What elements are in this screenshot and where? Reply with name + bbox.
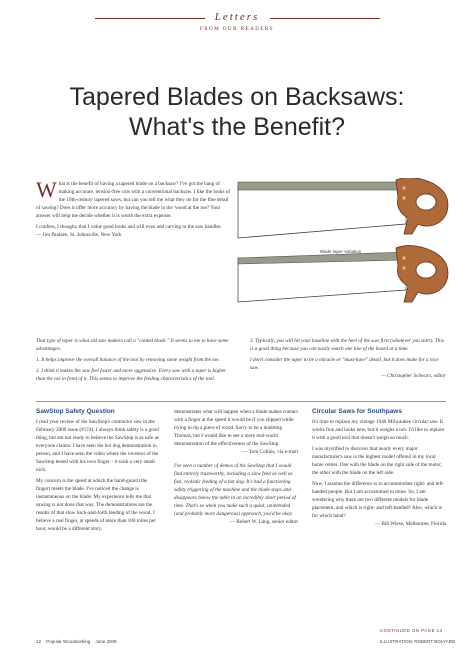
sawstop-paragraph-2: My concern is the speed at which the hand-guard (the finger) meets the blade. I've noticed the change is instantaneous on the blade. My experience tells me that sawing is not done that way. The demonstrations are the results of that slow back-and-forth feeding of the wood. I believe a real finger, at speeds of more than 100 miles per hour, would be a different story. (36, 478, 156, 532)
letter-signature: — Jim Paulsen, St. Johnsville, New York (36, 232, 122, 238)
continued-note: CONTINUED ON PAGE 14 (380, 628, 443, 633)
sawstop-body: I read your review of the SawStop's contractor saw in the February 2009 issue (#174). I always think safety is a good thing, but am not ready to believe the SawStop is as safe as everyone claims. I have seen the hot dog demonstration in person, and I have seen the video where the inventor of the SawStop tested with his own finger – it took a very small nick. (36, 419, 159, 473)
figure-caption: Blade taper variation (320, 249, 362, 254)
circular-paragraph-2: I was mystified to discover that nearly every major manufacturer's saw is the highest model offered in my local home center. One with the blade on the right side of the motor, the other with the blade on the left side. (312, 446, 443, 476)
letter-body: hat is the benefit of having a tapered blade on a backsaw? I've got the hang of making accurate, tension-free cuts with a conventional backsaw. I like the looks of the 18th-century tapered saws, but can you tell me what they do for the fine detail of sawing? Does it offer more accuracy by having the blade in the 'wood at the toe? Your answer will help me decide whether it is worth the extra expense. (36, 181, 231, 219)
editor-reply-right (250, 337, 446, 380)
section-subtitle: FROM OUR READERS (199, 27, 274, 32)
sawstop-reply-signature: — Robert W. Lang, senior editor (229, 519, 298, 525)
sawstop-reply: I've seen a number of demos of the SawStop that I would find entirely trustworthy, including a slow feed as well as fast, realistic feeding of a hot dog. It's had a functioning safety triggering of the machine and the blade stops and disappears below the table in an incredibly short period of time. That's so when you make such a quick, unintended (and probably more dangerous) approach, you'd be okay. (174, 463, 296, 517)
circular-column (312, 418, 446, 528)
circular-paragraph-3: Now, I assume the difference is to accommodate right- and left-handed people. But I am accustomed to mine. So, I am wondering why there are two different models for blade placement, and which is right- and left-handed? Also, which is for which hand? (312, 481, 445, 519)
reply-point-4: I don't consider the taper to be a miracle or "must-have" detail, but it does make for a nice saw. (250, 357, 439, 371)
sawstop-col2-body: demonstrates what will happen when a blade makes contact with a finger at the speed it would be if you slipped while trying to rip a piece of wood. Sorry to be a doubting Thomas, but I would like to see a more real-world demonstration of the effectiveness of the SawStop. (174, 409, 298, 447)
saw-illustration (236, 178, 452, 313)
letter-column (36, 177, 232, 239)
footer-left (36, 639, 117, 644)
reply-point-3: 3. Typically, you will hit your baseline with the heel of the saw first (whatever you start). This is a good thing because you can easily watch one line of the board at a time. (250, 338, 444, 352)
page-number: 12 (36, 639, 42, 644)
editor-reply-left (36, 337, 232, 383)
headline-line-1: Tapered Blades on Backsaws: (69, 83, 405, 111)
sawstop-title: SawStop Safety Question (36, 408, 115, 415)
magazine-name: Popular Woodworking (46, 639, 91, 644)
reply-point-1: 1. It helps improve the overall balance of the tool by removing some weight from the toe. (36, 357, 220, 363)
section-title: Letters (214, 11, 260, 23)
tapered-saw-bottom (238, 246, 448, 302)
circular-signature: — Bill Wiese, Melbourne, Florida (374, 521, 446, 527)
headline-line-2: What's the Benefit? (128, 113, 345, 141)
section-divider (36, 401, 446, 402)
footer-credit: ILLUSTRATION: ROBERT BOLYARD (380, 639, 456, 644)
reply-point-2: 2. I think it makes the saw feel faster and more aggressive. Every saw with a taper is higher than the toe in front of it. This seems to improve the feeding characteristics of the tool. (36, 368, 227, 382)
editor-signature: — Christopher Schwarz, editor (381, 373, 446, 379)
reply-intro: That type of taper is what old saw makers call a "canted blade." It seems to me to have some advantages. (36, 338, 229, 352)
circular-body: It's time to replace my vintage 1940 Milwaukee circular saw. It works fine and looks new, but it weighs a ton. I'd like to replace it with a good tool that doesn't weigh so much. (312, 419, 445, 441)
circular-title: Circular Saws for Southpaws (312, 408, 402, 415)
tapered-saw-top (238, 178, 448, 238)
sawstop-signature: — Tom Collins, via e-mail (242, 449, 298, 455)
sawstop-column-2 (174, 408, 298, 526)
letter-paragraph-2: I confess, I thought, that I value good looks and will even add carving to the saw handles. (36, 224, 222, 230)
issue-date: June 2009 (95, 639, 117, 644)
sawstop-column-1 (36, 418, 162, 533)
headline (0, 82, 474, 142)
drop-cap: W (36, 177, 57, 202)
